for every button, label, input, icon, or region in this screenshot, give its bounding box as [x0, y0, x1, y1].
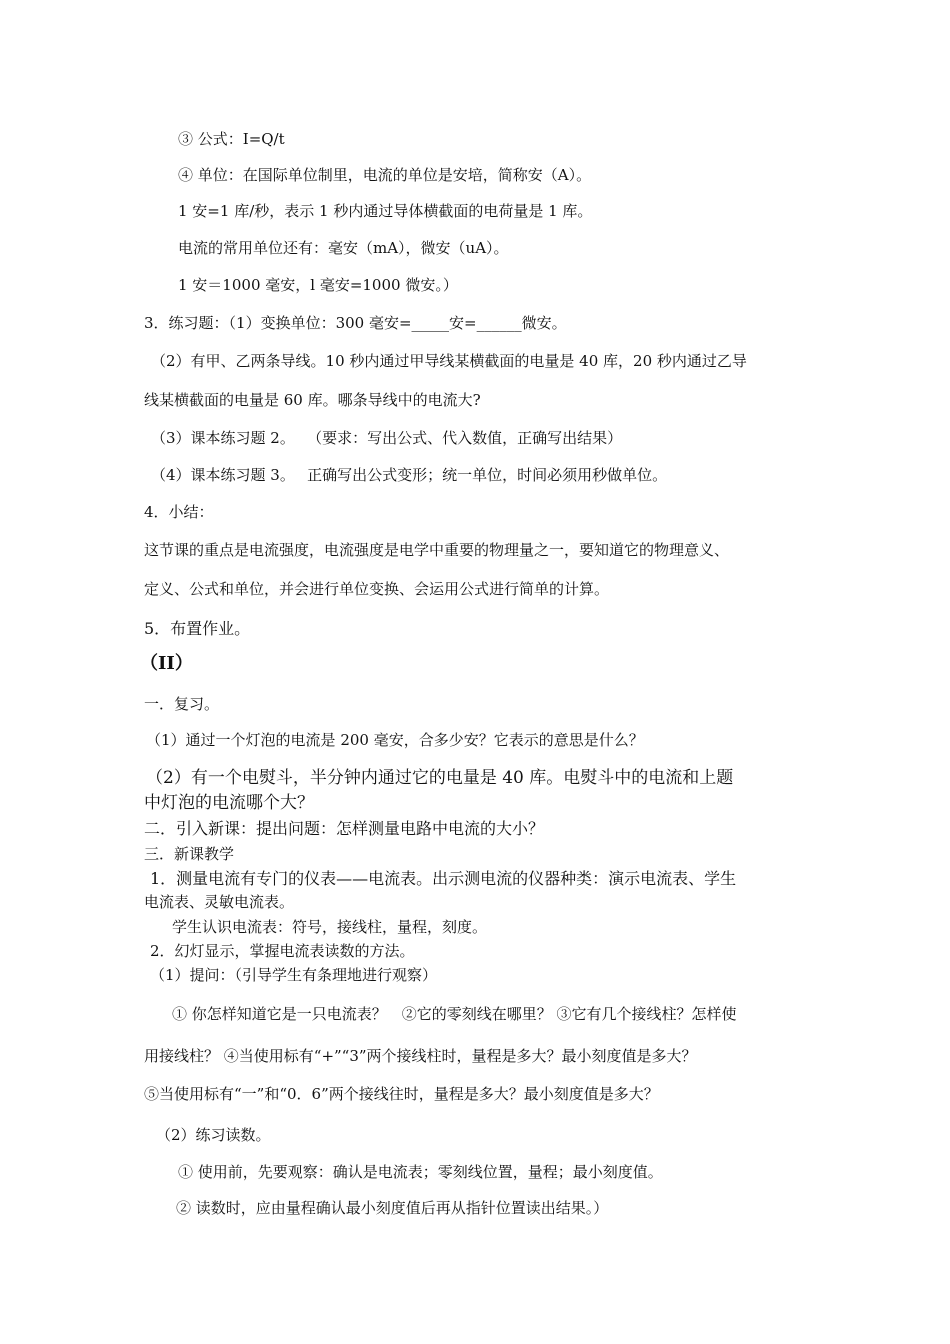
ampere-definition: 1 安=1 库/秒，表示 1 秒内通过导体横截面的电荷量是 1 库。	[178, 202, 593, 220]
conversion-line: 1 安＝1000 毫安，l 毫安=1000 微安。）	[178, 276, 458, 294]
item1-line3: 学生认识电流表：符号，接线柱，量程，刻度。	[172, 918, 488, 936]
review-heading: 一．复习。	[144, 695, 220, 713]
new-lesson-heading: 三．新课教学	[144, 845, 235, 863]
practice-step-1: ① 使用前，先要观察：确认是电流表；零刻线位置，量程；最小刻度值。	[178, 1163, 663, 1181]
item1-line2: 电流表、灵敏电流表。	[144, 893, 295, 911]
item2-line: 2．幻灯显示，掌握电流表读数的方法。	[150, 942, 415, 960]
questions-line3: ⑤当使用标有“一”和“0．6”两个接线往时，量程是多大？最小刻度值是多大？	[144, 1085, 659, 1103]
exercise4-line: （4）课本练习题 3。 正确写出公式变形；统一单位，时间必须用秒做单位。	[151, 466, 668, 484]
intro-line: 二．引入新课：提出问题：怎样测量电路中电流的大小？	[144, 819, 545, 838]
questions-line2: 用接线柱？ ④当使用标有“+”“3”两个接线柱时，量程是多大？最小刻度值是多大？	[144, 1047, 697, 1065]
item1-line1: 1．测量电流有专门的仪表——电流表。出示测电流的仪器种类：演示电流表、学生	[150, 869, 737, 888]
formula-line: ③ 公式：I=Q/t	[178, 130, 285, 148]
exercise2-line1: （2）有甲、乙两条导线。10 秒内通过甲导线某横截面的电量是 40 库，20 秒内通过乙导	[151, 352, 747, 370]
question-heading: （1）提问：（引导学生有条理地进行观察）	[150, 966, 438, 984]
homework-line: 5．布置作业。	[144, 619, 251, 638]
review-question-2-line1: （2）有一个电熨斗，半分钟内通过它的电量是 40 库。电熨斗中的电流和上题	[146, 768, 734, 788]
exercise2-line2: 线某横截面的电量是 60 库。哪条导线中的电流大?	[144, 391, 481, 409]
review-question-1: （1）通过一个灯泡的电流是 200 毫安，合多少安？它表示的意思是什么？	[146, 731, 644, 749]
practice-heading: （2）练习读数。	[156, 1126, 271, 1144]
summary-line2: 定义、公式和单位，并会进行单位变换、会运用公式进行简单的计算。	[144, 580, 610, 598]
review-question-2-line2: 中灯泡的电流哪个大？	[144, 793, 314, 813]
questions-line1: ① 你怎样知道它是一只电流表？ ②它的零刻线在哪里？ ③它有几个接线柱？怎样使	[172, 1005, 737, 1023]
summary-line1: 这节课的重点是电流强度，电流强度是电学中重要的物理量之一，要知道它的物理意义、	[144, 541, 730, 559]
summary-heading: 4．小结：	[144, 503, 214, 521]
practice-step-2: ② 读数时，应由量程确认最小刻度值后再从指针位置读出结果。）	[176, 1199, 609, 1217]
unit-line: ④ 单位：在国际单位制里，电流的单位是安培，简称安（A）。	[178, 166, 592, 184]
exercise3-line: （3）课本练习题 2。 （要求：写出公式、代入数值，正确写出结果）	[151, 429, 623, 447]
common-units-line: 电流的常用单位还有：毫安（mA），微安（uA）。	[178, 239, 509, 257]
exercise-heading: 3．练习题：（1）变换单位：300 毫安=_____安=______微安。	[144, 314, 567, 332]
section-title: （II）	[140, 653, 193, 674]
